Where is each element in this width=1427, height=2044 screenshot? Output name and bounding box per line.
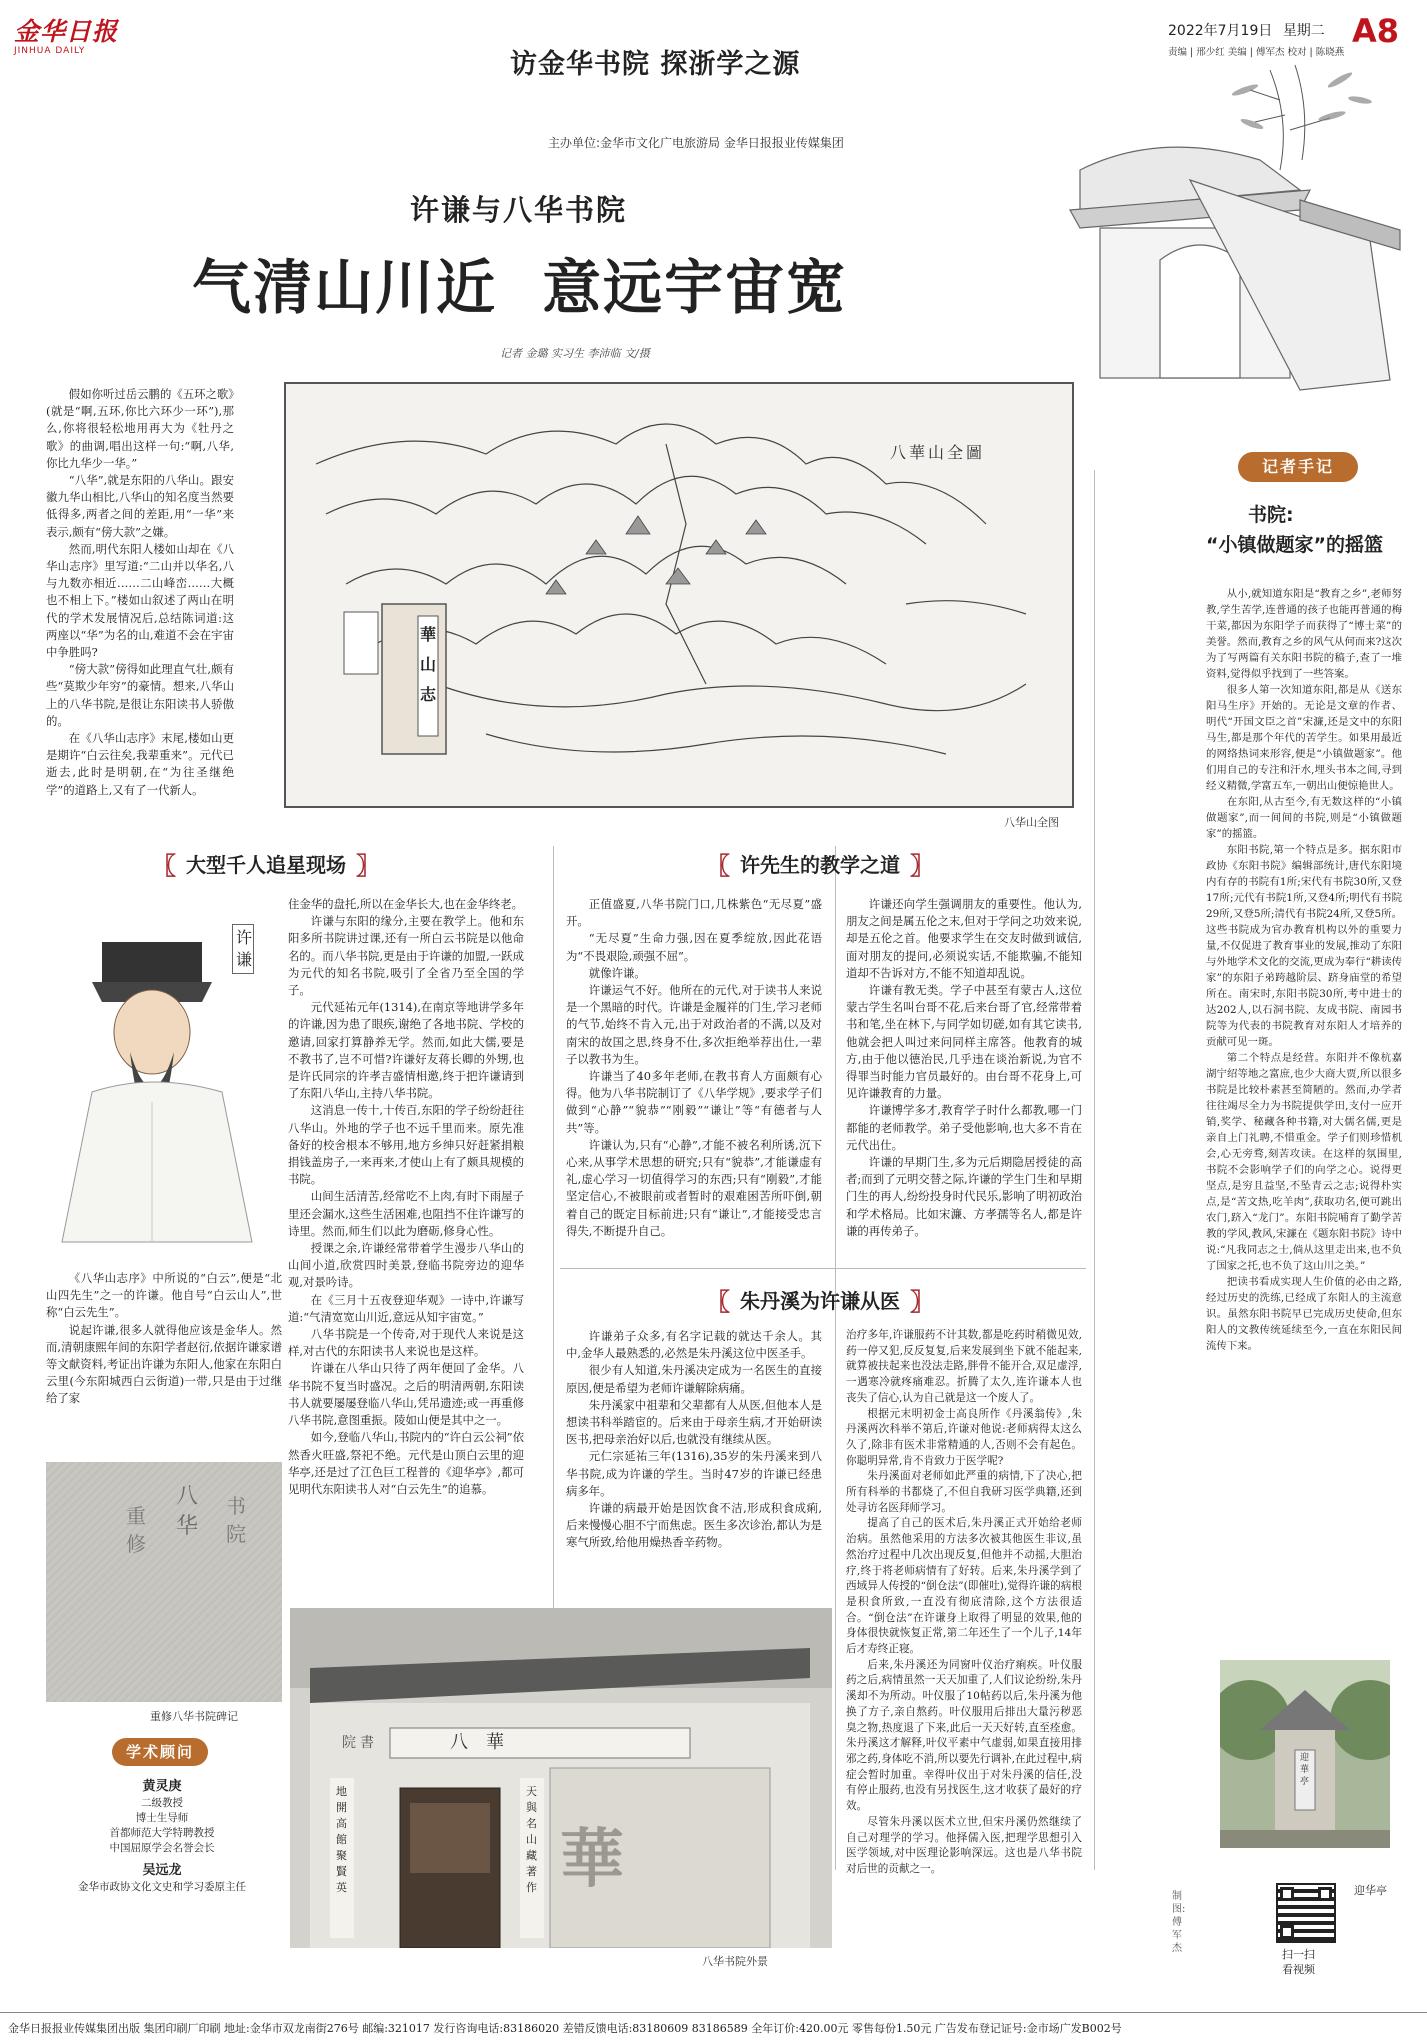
body-paragraph: 正值盛夏,八华书院门口,几株紫色“无尽夏”盛开。 — [566, 897, 822, 929]
notes-paragraph: 从小,就知道东阳是“教育之乡”,老师努教,学生苦学,连普通的孩子也能再普通的梅干菜,都因为东阳学子而获得了“博士菜”的美誉。然而,教育之乡的风气从何而来?这次为了写两篇有关东阳书院的稿子,查了一堆资料,觉得似乎找到了一些答案。 — [1206, 588, 1402, 680]
body-paragraph: 许谦博学多才,教育学子时什么都教,哪一门都能的老师教学。弟子受他影响,也大多不肯在元代出仕。 — [846, 1103, 1082, 1152]
portrait-caption — [46, 1270, 282, 1408]
advisors-badge-text: 学术顾问 — [125, 1743, 194, 1761]
body-paragraph: 朱丹溪家中祖辈和父辈都有人从医,但他本人是想读书科举踏宦的。后来由于母亲生病,才开始研读医书,把母亲治好以后,也就没有继续从医。 — [566, 1397, 822, 1447]
intro-paragraph: “傍大款”傍得如此理直气壮,颇有些“莫欺少年穷”的豪情。想来,八华山上的八华书院,是很让东阳读书人骄傲的。 — [46, 662, 234, 728]
body-paragraph: 许谦在八华山只待了两年便回了金华。八华书院不复当时盛况。之后的明清两朝,东阳读书人就要屡屡登临八华山,凭吊遗迹;或一再重修八华书院,意图重振。陵如山便是其中之一。 — [288, 1361, 524, 1428]
body-paragraph: 这消息一传十,十传百,东阳的学子纷纷赶往八华山。外地的学子也不远千里而来。原先准备好的校舍根本不够用,地方乡绅只好赶紧捐粮捐钱盖房子,一来再来,才使山上有了颇具规模的书院。 — [288, 1103, 524, 1187]
gate-photo-caption: 八华书院外景 — [702, 1955, 768, 1968]
advisor-2-name: 吴远龙 — [142, 1863, 182, 1878]
portrait-name: 许谦 — [232, 924, 254, 974]
byline: 记者 金璐 实习生 李沛临 文/摄 — [500, 347, 650, 360]
advisor-1-line: 博士生导师 — [135, 1812, 189, 1824]
body-paragraph: 很少有人知道,朱丹溪决定成为一名医生的直接原因,便是希望为老师许谦解除病痛。 — [566, 1363, 822, 1395]
gate-couplet-left: 地開高館聚賢英 — [336, 1785, 347, 1894]
notes-paragraph: 很多人第一次知道东阳,都是从《送东阳马生序》开始的。无论是文章的作者、明代“开国文臣之首”宋濂,还是文中的东阳马生,都是那个年代的苦学生。如果用最近的网络热词来形容,便是“小镇做题家”。他们用自己的专注和汗水,埋头书本之间,寻到经义精微,学富五车,一朝出山便惊艳世人。 — [1206, 684, 1402, 792]
banner-title: 访金华书院 探浙学之源 — [510, 49, 801, 80]
advisor-1-name: 黄灵庚 — [142, 1779, 182, 1794]
gate-plaque-left: 院書 — [342, 1735, 378, 1751]
body-paragraph: 授课之余,许谦经常带着学生漫步八华山的山间小道,欣赏四时美景,登临书院旁边的迎华观,对景吟诗。 — [288, 1241, 524, 1290]
body-paragraph: 后来,朱丹溪还为同窗叶仪治疗痢疾。叶仪服药之后,病情虽然一天天加重了,人们议论纷纷,朱丹溪却不为所动。叶仪服了10帖药以后,朱丹溪为他换了方子,亲自熬药。叶仪服用后排出大量污秽恶臭之物,热度退了下来,此后一天天好转,直至痊愈。朱丹溪这才解释,叶仪平素中气虚弱,如果直接用排邪之药,身体吃不消,所以要先行调补,在此过程中,病症会暂时加重。幸得叶仪出于对朱丹溪的信任,没有停止服药,也没有另找医生,这才收获了最好的疗效。 — [846, 1658, 1082, 1813]
body-paragraph: 许谦有教无类。学子中甚至有蒙古人,这位蒙古学生名叫台哥不花,后来台哥了官,经常带着书和笔,坐在林下,与同学如切磋,如有其它读书,他就会把人叫过来问同样主席答。他教育的城方,由于他以德治民,几乎违在谈治新说,为官不得罪当时能力官员最好的。由台哥不花身上,可见许谦教育的力量。 — [846, 983, 1082, 1101]
architecture-illustration — [1040, 60, 1420, 430]
body-paragraph: 如今,登临八华山,书院内的“许白云公祠”依然香火旺盛,祭祀不绝。元代是山顶白云里的迎华亭,还是过了江色巨工程普的《迎华亭》,都可见明代东阳读书人对“白云先生”的追慕。 — [288, 1430, 524, 1496]
intro-paragraph: 假如你听过岳云鹏的《五环之歌》(就是“啊,五环,你比六环少一环”),那么,你将很轻松地用再大为《牡丹之歌》的曲调,唱出这样一句:“啊,八华,你比九华少一华。” — [46, 387, 234, 470]
section-title-3: 〖 朱丹溪为许谦从医 〗 — [706, 1282, 934, 1317]
intro-paragraph: “八华”,就是东阳的八华山。跟安徽九华山相比,八华山的知名度当然要低得多,两者之间的差距,用“一华”来表示,颇有“傍大款”之嫌。 — [46, 473, 234, 539]
qr-caption — [1282, 1947, 1315, 1977]
design-credit: 制图:傅军杰 — [1172, 1891, 1186, 1954]
map-book-title: 華山志 — [420, 625, 437, 704]
notes-paragraph: 把读书看成实现人生价值的必由之路,经过历史的洗练,已经成了东阳人的主流意识。虽然东阳书院早已完成历史使命,但东阳人的文教传统延续至今,一直在东阳民间流传下来。 — [1206, 1276, 1402, 1352]
issue-weekday: 星期二 — [1282, 23, 1325, 39]
body-paragraph: 朱丹溪面对老师如此严重的病情,下了决心,把所有科举的书都烧了,不但自我研习医学典籍,还到处寻访名医拜师学习。 — [846, 1470, 1082, 1514]
headline-main: 气清山川近 意远宇宙宽 — [192, 253, 848, 322]
body-paragraph: 许谦的早期门生,多为元后期隐居授徒的高者;而到了元明交替之际,许谦的学生门生和早期门生的再人,纷纷投身时代民乐,影响了明初政治和学术格局。比如宋濂、方孝孺等名人,都是许谦的再传弟子。 — [846, 1155, 1082, 1238]
gate-plaque-right: 八華 — [450, 1732, 522, 1753]
gate-couplet-right: 天與名山藏著作 — [526, 1785, 537, 1894]
section1-column-b — [566, 896, 822, 1240]
section-title-2: 〖 许先生的教学之道 〗 — [706, 846, 934, 881]
section1-column-a — [288, 896, 524, 1498]
logo-english: JINHUA DAILY — [14, 46, 86, 56]
map-caption: 八华山全图 — [1004, 816, 1059, 829]
section2-column — [846, 896, 1082, 1240]
body-paragraph: 尽管朱丹溪以医术立世,但宋丹溪仍然继续了自己对理学的学习。他择儒入医,把理学思想引入医学领域,对中医理论影响深远。这也是八华书院对后世的贡献之一。 — [846, 1815, 1082, 1875]
pavilion-photo — [1220, 1660, 1390, 1848]
section-title-1: 〖 大型千人追星现场 〗 — [152, 846, 380, 881]
body-paragraph: 山间生活清苦,经常吃不上肉,有时下雨屋子里还会漏水,这些生活困难,也阻挡不住许谦写的诗里。然而,师生们以此为磨砺,修身心性。 — [288, 1189, 524, 1238]
notes-badge — [1238, 452, 1358, 482]
advisors-box — [40, 1738, 284, 1930]
advisor-1-line: 中国屈原学会名誉会长 — [109, 1842, 215, 1854]
body-paragraph: 许谦运气不好。他所在的元代,对于读书人来说是一个黑暗的时代。许谦是金履祥的门生,学习老师的气节,始终不肯入元,出于对政治者的不满,以及对南宋的故国之思,终身不仕,多次拒绝举荐出仕,一辈子以教书为生。 — [566, 983, 822, 1066]
map-figure — [284, 382, 1074, 808]
qr-caption-line-2: 看视频 — [1282, 1963, 1315, 1976]
section-title-text: 大型千人追星现场 — [186, 853, 346, 877]
section3-column-b — [846, 1328, 1082, 1878]
notes-paragraph: 第二个特点是经营。东阳并不像杭嘉湖宁绍等地之富庶,也少大商大贾,所以很多书院是比较朴素甚至简陋的。然而,办学者往往竭尽全力为书院提供学田,支付一应开销,奖学、秘藏各种书籍,对大儒名儒,更是亲自上门礼聘,不惜重金。学子们则珍惜机会,心无旁骛,刻苦攻读。在这样的氛围里,书院不会影响学子们的向学之心。说得更坚点,是穷且益坚,不坠青云之志;说得朴实点,是“苦文热,吃羊肉”,获取功名,便可跳出农门,跻入“龙门”。东阳书院哺育了勤学苦教的学风,教风,宋濂在《题东阳书院》诗中说:“凡我同志之士,倘从这里走出来,也不负了国家之托,也不负了这山川之美。” — [1206, 1052, 1402, 1272]
stele-caption: 重修八华书院碑记 — [150, 1710, 238, 1723]
body-paragraph: 元仁宗延祐三年(1316),35岁的朱丹溪来到八华书院,成为许谦的学生。当时47岁的许谦已经患病多年。 — [566, 1449, 822, 1498]
intro-column — [46, 386, 234, 799]
body-paragraph: 治疗多年,许谦服药不计其数,都是吃药时稍微见效,药一停又犯,反反复复,后来发展到坐下就不能起来,就算被扶起来也没法走路,胖骨不能开合,双足虚浮,一遇寒冷就疼痛难忍。折腾了太久,连许谦本人也丧失了信心,认为自己就是这一个废人了。 — [846, 1329, 1082, 1404]
intro-paragraph: 然而,明代东阳人楼如山却在《八华山志序》里写道:“二山并以华名,八与九数亦相近……二山峰峦……大概也不相上下。”楼如山叙述了两山在明代的学术发展情况后,总结陈词道:这两座以“华”为名的山,难道不会在宇宙中争胜吗? — [46, 541, 234, 660]
section3-column-a — [566, 1328, 822, 1552]
notes-badge-text: 记者手记 — [1261, 457, 1334, 476]
body-paragraph: 八华书院是一个传奇,对于现代人来说是这样,对古代的东阳读书人来说也是这样。 — [288, 1327, 524, 1359]
stele-photo: 八华 重修 书院 — [46, 1462, 282, 1702]
pavilion-caption: 迎华亭 — [1354, 1884, 1387, 1897]
gate-door-character: 華 — [560, 1822, 624, 1897]
section-title-text: 朱丹溪为许谦从医 — [740, 1289, 900, 1313]
academy-gate-photo — [290, 1608, 832, 1948]
sponsors: 主办单位:金华市文化广电旅游局 金华日报报业传媒集团 — [548, 136, 844, 150]
body-paragraph: 就像许谦。 — [588, 965, 646, 980]
portrait-xu-qian — [52, 902, 268, 1252]
page-number: A8 — [1352, 12, 1400, 50]
qr-caption-line-1: 扫一扫 — [1282, 1948, 1315, 1961]
section-title-text: 许先生的教学之道 — [740, 853, 900, 877]
body-paragraph: 许谦当了40多年老师,在教书育人方面颇有心得。他为八华书院制订了《八华学规》,要求学子们做到“心静”“貌恭”“刚毅”“谦让”等“有德者与人共”等。 — [566, 1069, 822, 1135]
body-paragraph: 许谦弟子众多,有名字记载的就达千余人。其中,金华人最熟悉的,必然是朱丹溪这位中医圣手。 — [566, 1329, 822, 1361]
intro-paragraph: 在《八华山志序》末尾,楼如山更是期许“白云往矣,我辈重来”。元代已逝去,此时是明朝,在“为往圣继绝学”的道路上,又有了一代新人。 — [46, 731, 234, 797]
advisor-2-line: 金华市政协文化文史和学习委原主任 — [78, 1881, 246, 1893]
advisor-1-line: 首都师范大学特聘教授 — [109, 1827, 215, 1839]
body-paragraph: 提高了自己的医术后,朱丹溪正式开始给老师治病。虽然他采用的方法多次被其他医生非议,虽然治疗过程中几次出现反复,但他并不动摇,大胆治疗,终于将老师病情有了好转。后来,朱丹溪学到了西域异人传授的“倒仓法”(即催吐),觉得许谦的病根是积食所致,一直没有彻底清除,这个方法很适合。“倒仓法”在许谦身上取得了明显的效果,他的身体很快就恢复正常,第二年还生了一个儿子,14年后才寿终正寝。 — [846, 1517, 1082, 1656]
notes-column — [1206, 586, 1402, 1354]
body-paragraph: 许谦与东阳的缘分,主要在教学上。他和东阳多所书院讲过课,还有一所白云书院是以他命名的。而八华书院,更是由于许谦的加盟,一跃成为元代的知名书院,吸引了全省乃至全国的学子。 — [288, 914, 524, 998]
notes-paragraph: 在东阳,从古至今,有无数这样的“小镇做题家”,而一间间的书院,则是“小镇做题家”的摇篮。 — [1206, 796, 1402, 840]
video-qr-code[interactable] — [1276, 1883, 1336, 1943]
pavilion-plaque: 迎華亭 — [1300, 1753, 1310, 1787]
body-paragraph: 根据元末明初金士高良所作《丹溪翁传》,朱丹溪两次科举不第后,许谦对他说:老师病得太这么久了,除非有医术非常精通的人,否则不会有起色。你聪明异常,肯不肯致力于医学呢? — [846, 1407, 1082, 1467]
advisors-badge — [112, 1738, 208, 1766]
notes-title-line-1: 书院: — [1248, 504, 1294, 526]
notes-paragraph: 东阳书院,第一个特点是多。据东阳市政协《东阳书院》编辑部统计,唐代东阳境内有存的书院有1所;宋代有书院30所,又登17所;元代有书院1所,又登4所;明代有书院29所,又登5所;清代有书院24所,又登5所。这些书院成为官办教育机构以外的重要力量,不仅促进了教育事业的发展,推动了东阳与外地学术文化的交流,更成为奉行“耕读传家”的东阳子弟跨越阶层、跻身庙堂的希望所在。南宋时,东阳书院30所,考中进士的达202人,以石洞书院、友成书院、南园书院等为代表的书院教育对东阳人才培养的贡献可见一斑。 — [1206, 844, 1402, 1048]
credits: 责编 | 邢少红 美编 | 傅军杰 校对 | 陈晓燕 — [1168, 47, 1345, 58]
map-title: 八華山全圖 — [890, 443, 986, 462]
issue-date: 2022年7月19日 — [1168, 23, 1273, 39]
body-paragraph: 许谦的病最开始是因饮食不洁,形成积食成痢,后来慢慢心胆不宁而焦虑。医生多次诊治,都认为是寒气所致,给他用燥热香辛药物。 — [566, 1501, 822, 1550]
body-paragraph: 元代延祐元年(1314),在南京等地讲学多年的许谦,因为患了眼疾,谢绝了各地书院、学校的邀请,回家打算静养无学。然而,如此大儒,要是不教书了,岂不可惜?许谦好友蒋长卿的外甥,也是许氏同宗的许孝吉盛情相邀,终于把许谦请到了东阳八华山,主持八华书院。 — [288, 1000, 524, 1101]
advisor-1-line: 二级教授 — [141, 1797, 183, 1809]
body-paragraph: “无尽夏”生命力强,因在夏季绽放,因此花语为“不畏艰险,顽强不屈”。 — [566, 931, 822, 963]
headline-kicker: 许谦与八华书院 — [410, 193, 628, 227]
body-paragraph: 许谦还向学生强调朋友的重要性。他认为,朋友之间是属五伦之末,但对于学问之功效来说,却是五伦之首。他要求学生在交友时做到诚信,面对朋友的提问,必须说实话,不能欺骗,不能知道却不告诉对方,不能不知道却乱说。 — [846, 897, 1082, 980]
footer-imprint: 金华日报报业传媒集团出版 集团印刷厂印刷 地址:金华市双龙南街276号 邮编:321017 发行咨询电话:83186020 差错反馈电话:83180609 83186589 全年订价:420.00元 零售每份1.50元 广告发布登记证号:金市场广发B002号 — [8, 2022, 1122, 2035]
date-line — [1168, 20, 1325, 40]
caption-paragraph: 《八华山志序》中所说的“白云”,便是“北山四先生”之一的许谦。他自号“白云山人”,世称“白云先生”。 — [46, 1271, 282, 1320]
logo-text: 金华日报 — [14, 17, 119, 46]
body-paragraph: 许谦认为,只有“心静”,才能不被名利所诱,沉下心来,从事学术思想的研究;只有“貌恭”,才能谦虚有礼,虚心学习一切值得学习的东西;只有“刚毅”,才能坚定信心,不被眼前或者暂时的艰难困苦所吓倒,朝着自己的既定目标前进;只有“谦让”,才能接受忠言得失,不断提升自己。 — [566, 1137, 822, 1238]
notes-title-line-2: “小镇做题家”的摇篮 — [1206, 534, 1383, 556]
caption-paragraph: 说起许谦,很多人就得他应该是金华人。然而,清朝康熙年间的东阳学者赵衍,依据许谦家谱等文献资料,考证出许谦为东阳人,他家在东阳白云里(今东阳城西白云街道)一带,只是由于过继给了家 — [46, 1322, 282, 1406]
body-paragraph: 在《三月十五夜登迎华观》一诗中,许谦写道:“气清宽宽山川近,意远从知宇宙宽。” — [288, 1292, 524, 1324]
newspaper-logo — [14, 12, 134, 60]
body-paragraph: 住金华的盘托,所以在金华长大,也在金华终老。 — [288, 897, 524, 911]
